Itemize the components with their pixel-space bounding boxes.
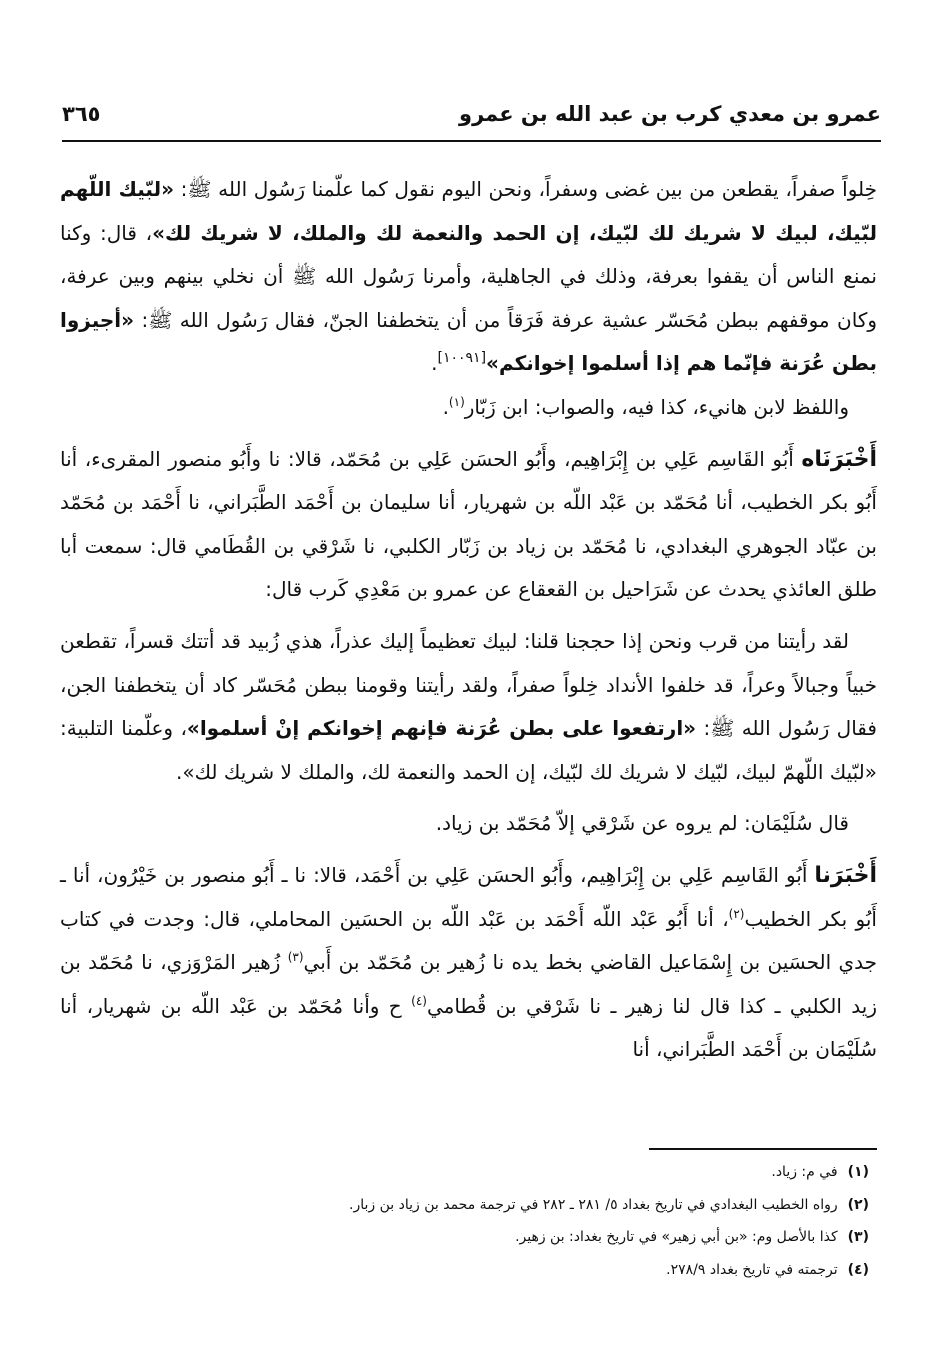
paragraph-1-text-c: . <box>431 351 438 376</box>
footnote-separator <box>649 1148 877 1150</box>
paragraph-3-text: أَبُو القَاسِم عَلِي بن إِبْرَاهِيم، وأَبُو الحسَن عَلِي بن مُحَمّد، قالا: نا وأَبُو منصور المقرىء، أنا أَبُو بكر الخطيب، أنا مُحَمّد بن عَبْد اللّه بن شهريار، أنا سليمان بن أَحْمَد الطَّبَراني، نا أَحْمَد بن مُحَمّد بن عبّاد الجوهري البغدادي، نا مُحَمّد بن زياد بن زَبّار الكلبي، نا شَرْقي بن القُطَامي قال: سمعت أبا طلق العائذي يحدث عن شَرَاحيل بن القعقاع عن عمرو بن مَعْدِي كَرب قال: <box>60 446 877 602</box>
paragraph-2 <box>60 386 877 430</box>
talbiyah-quote: «لبّيك اللّهم لبّيك، لبيك لا شريك لك لبّيك، إن الحمد والنعمة لك والملك، لا شريك لك» <box>60 177 878 245</box>
hadith-quote-2: «ارتفعوا على بطن عُرَنة فإنهم إخوانكم إنْ أسلموا» <box>186 716 697 741</box>
footnote-text: كذا بالأصل وم: «بن أبي زهير» في تاريخ بغداد: بن زهير. <box>515 1229 838 1245</box>
footnote-2 <box>60 1189 869 1222</box>
footnote-text: ترجمته في تاريخ بغداد ٢٧٨/٩. <box>666 1261 838 1278</box>
paragraph-1 <box>60 168 877 386</box>
paragraph-3 <box>60 438 877 612</box>
footnotes <box>60 1156 869 1286</box>
paragraph-6-text-d: ح وأنا مُحَمّد بن عَبْد اللّه بن شهريار، أنا سُلَيْمَان بن أَحْمَد الطَّبَراني، أنا <box>60 993 877 1062</box>
footnote-1 <box>60 1156 869 1189</box>
isnad-lead-word: أَخْبَرَنَاه <box>801 446 877 472</box>
paragraph-6-text-c: زُهير المَرْوَزي، نا مُحَمّد بن زيد الكلبي ـ كذا قال لنا زهير ـ نا شَرْقي بن قُطامي <box>60 950 877 1018</box>
paragraph-6-text-b: ، أنا أَبُو عَبْد اللّه أَحْمَد بن عَبْد اللّه بن الحسَين المحاملي، قال: وجدت في كتاب جدي الحسَين بن إِسْمَاعيل القاضي بخط يده نا زُهير بن مُحَمّد بن أَبي <box>60 906 878 975</box>
footnote-number: (٢) <box>847 1196 869 1213</box>
footnote-number: (٤) <box>847 1261 869 1278</box>
footnote-3 <box>60 1221 869 1254</box>
footnote-number: (١) <box>847 1164 869 1180</box>
paragraph-6 <box>60 854 877 1072</box>
main-text <box>60 168 877 1072</box>
paragraph-5 <box>60 802 877 846</box>
paragraph-1-text-b: ، قال: وكنا نمنع الناس أن يقفوا بعرفة، وذلك في الجاهلية، وأمرنا رَسُول الله ﷺ أن نخلي بينهم وبين عرفة، وكان موقفهم ببطن مُحَسّر عشية عرفة فَرَقاً من أن يتخطفنا الجنّ، فقال رَسُول الله ﷺ: <box>60 220 877 332</box>
page-header <box>62 96 881 142</box>
footnote-marker-3: (٣) <box>287 950 304 965</box>
paragraph-4 <box>60 620 877 794</box>
footnote-text: في م: زياد. <box>771 1164 838 1180</box>
hadith-quote: «أجيزوا بطن عُرَنة فإنّما هم إذا أسلموا إخوانكم» <box>60 307 877 376</box>
paragraph-2-text-b: . <box>442 394 449 419</box>
paragraph-4-text-b: ، وعلّمنا التلبية: «لبّيك اللّهمّ لبيك، لبّيك لا شريك لك لبّيك، إن الحمد والنعمة لك، والملك لا شريك لك». <box>60 716 877 784</box>
footnote-text: رواه الخطيب البغدادي في تاريخ بغداد ٥/ ٢٨١ ـ ٢٨٢ في ترجمة محمد بن زياد بن زبار. <box>349 1196 838 1213</box>
hadith-reference-number: [١٠٠٩١] <box>437 350 487 367</box>
paragraph-1-text-a: خِلواً صفراً، يقطعن من بين غضى وسفراً، ونحن اليوم نقول كما علّمنا رَسُول الله ﷺ: <box>174 177 878 201</box>
footnote-4 <box>60 1254 869 1287</box>
isnad-lead-word-2: أَخْبَرَنا <box>814 862 877 888</box>
footnote-number: (٣) <box>847 1229 869 1245</box>
footnote-marker-4: (٤) <box>411 993 427 1008</box>
paragraph-6-text-a: أَبُو القَاسِم عَلِي بن إِبْرَاهِيم، وأَبُو الحسَن عَلِي بن أَحْمَد، قالا: نا ـ أَبُو منصور بن خَيْرُون، أنا ـ أَبُو بكر الخطيب <box>60 862 877 931</box>
running-title: عمرو بن معدي كرب بن عبد الله بن عمرو <box>459 102 881 126</box>
paragraph-5-text: قال سُلَيْمَان: لم يروه عن شَرْقي إلاّ مُحَمّد بن زياد. <box>435 811 849 836</box>
footnote-marker-1: (١) <box>448 394 465 409</box>
paragraph-4-text-a: لقد رأيتنا من قرب ونحن إذا حججنا قلنا: لبيك تعظيماً إليك عذراً، هذي زُبيد قد أتتك قسراً، تقطعن خبياً وجبالاً وعراً، قد خلفوا الأنداد خِلواً صفراً، ولقد رأيتنا وقومنا ببطن مُحَسّر كاد أن يتخطفنا الجن، فقال رَسُول الله ﷺ: <box>60 628 877 741</box>
page-number: ٣٦٥ <box>62 102 101 126</box>
paragraph-2-text-a: واللفظ لابن هانيء، كذا فيه، والصواب: ابن زَبّار <box>464 394 849 419</box>
footnote-marker-2: (٢) <box>728 906 745 921</box>
